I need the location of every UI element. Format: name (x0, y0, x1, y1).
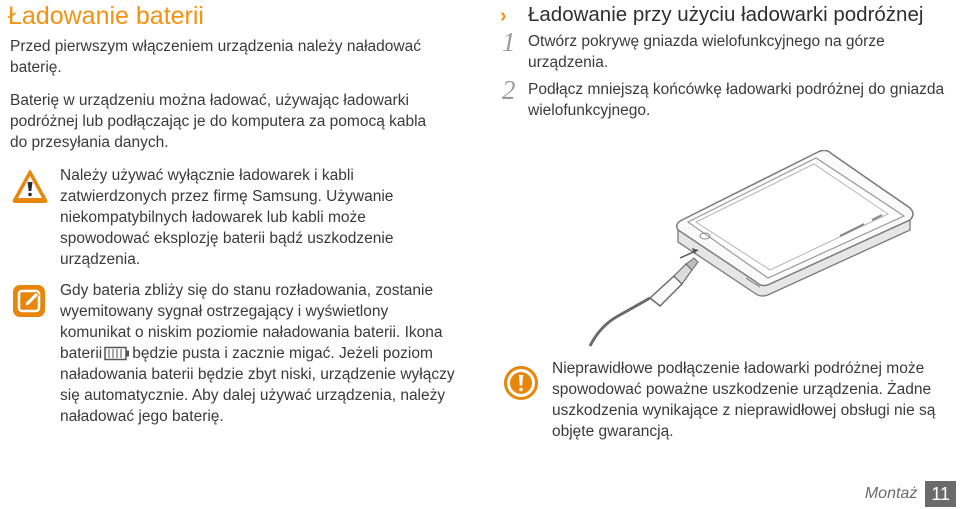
left-column (8, 0, 468, 437)
page-title: Ładowanie baterii (8, 2, 204, 30)
step-1 (500, 27, 955, 73)
step-number: 2 (502, 75, 516, 105)
charging-options-text: Baterię w urządzeniu można ładować, używając ładowarki podróżnej lub podłączając je do komputera za pomocą kabla do przesyłania danych. (10, 92, 427, 151)
battery-icon (104, 346, 130, 361)
step-text: Podłącz mniejszą końcówkę ładowarki podróżnej do gniazda wielofunkcyjnego. (528, 81, 945, 119)
phone-image (677, 150, 913, 296)
footer-section-label: Montaż (864, 485, 918, 502)
info-text (60, 280, 460, 427)
info-text-part-1: Gdy bateria zbliży się do stanu rozładowania, zostanie wyemitowany sygnał ostrzegający i wyświetlony komunikat o niskim poziomie naładowania baterii. Ikona baterii (60, 282, 443, 362)
section-title-text: Ładowanie przy użyciu ładowarki podróżnej (528, 3, 924, 26)
warning-note (8, 165, 468, 270)
section-title (500, 2, 955, 27)
warning-triangle-icon (12, 169, 48, 203)
right-column (500, 0, 955, 440)
chevron-right-icon: › (500, 5, 507, 27)
warning-text: Należy używać wyłącznie ładowarek i kabli zatwierdzonych przez firmę Samsung. Używanie niekompatybilnych ładowarek lub kabli może spowodować eksplozję baterii bądź uszkodzenie urządzenia. (60, 167, 394, 268)
step-2 (500, 75, 955, 121)
info-text-part-2: będzie pusta i zacznie migać. Jeżeli poziom naładowania baterii będzie zbyt niski, urządzenie wyłączy się automatycznie. Aby dalej używać urządzenia, należy naładować jego baterię. (60, 345, 455, 425)
charger-cable-image (590, 248, 698, 346)
phone-charging-illustration (570, 150, 930, 350)
damage-warning-text: Nieprawidłowe podłączenie ładowarki podróżnej może spowodować poważne uszkodzenie urządzenia. Żadne uszkodzenia wynikające z nieprawidłowej obsługi nie są objęte gwarancją. (552, 360, 936, 440)
note-pen-icon (12, 284, 46, 318)
step-text: Otwórz pokrywę gniazda wielofunkcyjnego na górze urządzenia. (528, 33, 885, 71)
step-number: 1 (502, 27, 516, 57)
page-footer (865, 481, 956, 507)
info-note (8, 280, 468, 427)
exclamation-circle-icon (504, 366, 538, 400)
page-number: 11 (925, 481, 956, 507)
intro-text: Przed pierwszym włączeniem urządzenia należy naładować baterię. (10, 38, 421, 76)
